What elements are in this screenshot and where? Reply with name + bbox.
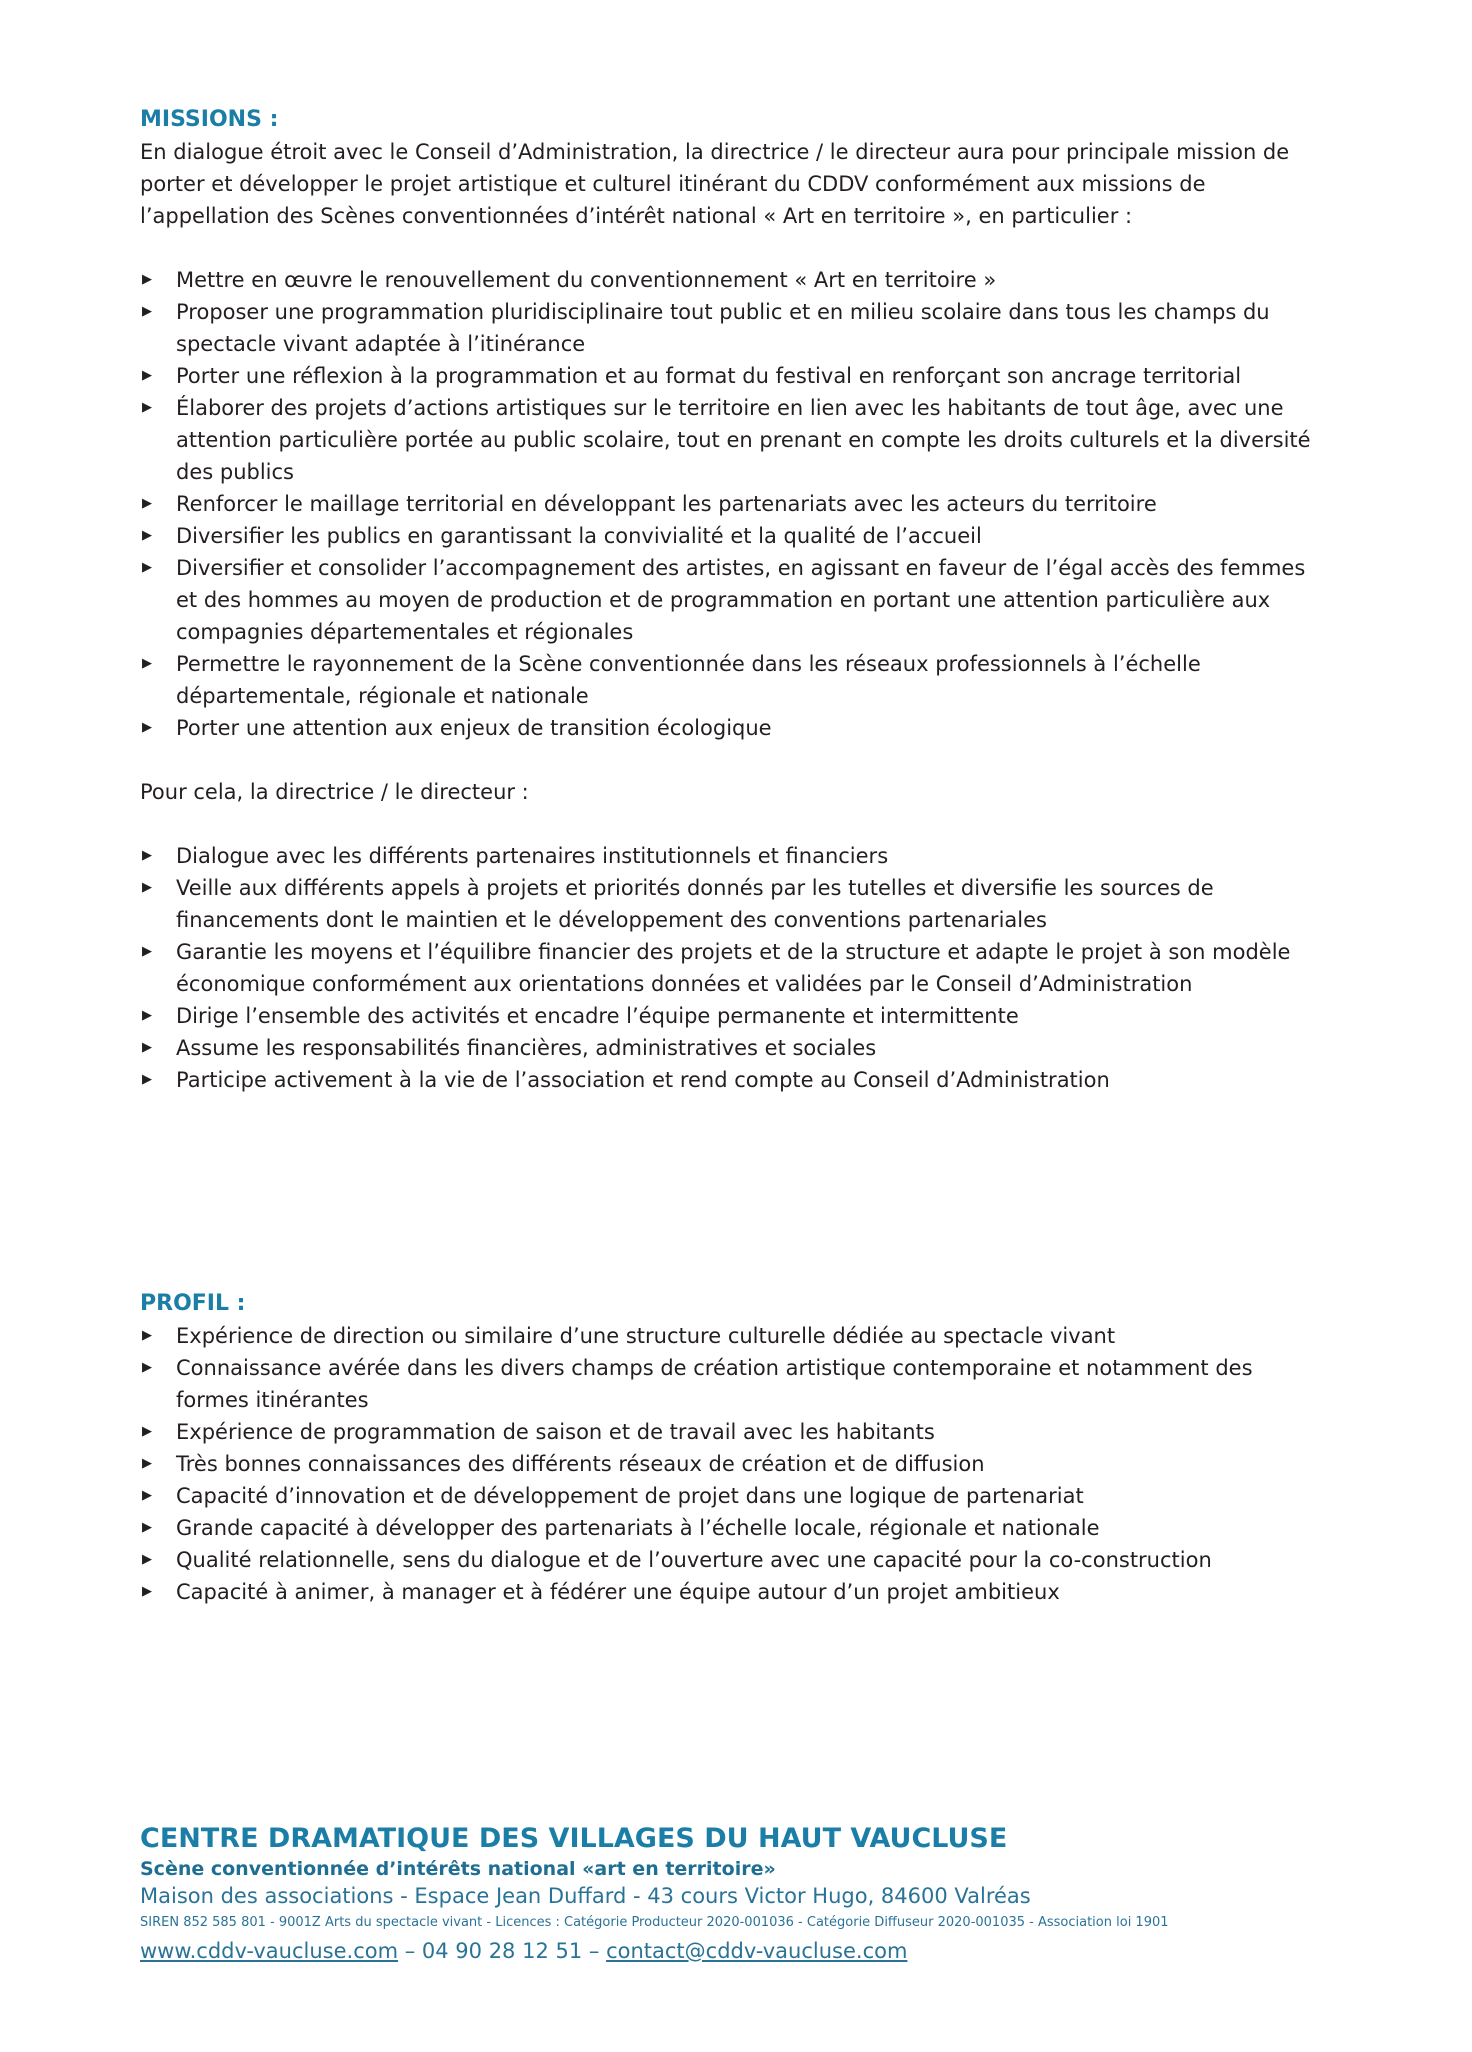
list-item [140,1064,1330,1096]
profil-list [140,1320,1330,1608]
list-item-text: Capacité d’innovation et de développement de projet dans une logique de partenariat [176,1484,1084,1508]
bullet-triangle-icon: ▶ [142,1520,152,1535]
list-item-text: Dialogue avec les différents partenaires institutionnels et financiers [176,844,889,868]
phone-number: 04 90 28 12 51 [421,1939,583,1963]
list-item-text: Renforcer le maillage territorial en développant les partenariats avec les acteurs du territoire [176,492,1157,516]
list-item-text: Assume les responsabilités financières, administratives et sociales [176,1036,877,1060]
bullet-triangle-icon: ▶ [142,528,152,543]
list-item [140,712,1330,744]
list-item-text: Mettre en œuvre le renouvellement du conventionnement « Art en territoire » [176,268,997,292]
list-item [140,296,1330,360]
website-link[interactable]: www.cddv-vaucluse.com [140,1939,399,1963]
missions-heading: MISSIONS : [140,107,279,132]
bullet-triangle-icon: ▶ [142,560,152,575]
list-item [140,1544,1330,1576]
address: Maison des associations - Espace Jean Duffard - 43 cours Victor Hugo, 84600 Valréas [140,1884,1031,1908]
bullet-triangle-icon: ▶ [142,496,152,511]
bullet-triangle-icon: ▶ [142,1040,152,1055]
list-item [140,264,1330,296]
bullet-triangle-icon: ▶ [142,720,152,735]
separator: – [398,1939,422,1963]
list-item [140,936,1330,1000]
bullet-triangle-icon: ▶ [142,1456,152,1471]
bullet-triangle-icon: ▶ [142,880,152,895]
bullet-triangle-icon: ▶ [142,1360,152,1375]
profil-section [140,1288,1330,1608]
missions-list [140,264,1330,744]
profil-heading: PROFIL : [140,1291,246,1316]
bullet-triangle-icon: ▶ [142,656,152,671]
bullet-triangle-icon: ▶ [142,1552,152,1567]
list-item-text: Capacité à animer, à manager et à fédérer une équipe autour d’un projet ambitieux [176,1580,1060,1604]
list-item [140,1000,1330,1032]
list-item-text: Porter une réflexion à la programmation et au format du festival en renforçant son ancrage territorial [176,364,1242,388]
list-item [140,552,1330,648]
bullet-triangle-icon: ▶ [142,1072,152,1087]
list-item-text: Proposer une programmation pluridisciplinaire tout public et en milieu scolaire dans tous les champs du spectacle vivant adaptée à l’itinérance [176,300,1270,356]
list-item [140,1480,1330,1512]
legal-info: SIREN 852 585 801 - 9001Z Arts du spectacle vivant - Licences : Catégorie Producteur 2020-001036 - Catégorie Diffuseur 2020-001035 - Association loi 1901 [140,1915,1169,1930]
contact-line [140,1936,1169,1966]
bullet-triangle-icon: ▶ [142,848,152,863]
list-item-text: Grande capacité à développer des partenariats à l’échelle locale, régionale et nationale [176,1516,1100,1540]
bullet-triangle-icon: ▶ [142,1424,152,1439]
list-item [140,648,1330,712]
list-item-text: Expérience de direction ou similaire d’une structure culturelle dédiée au spectacle vivant [176,1324,1116,1348]
organization-name: CENTRE DRAMATIQUE DES VILLAGES DU HAUT VAUCLUSE [140,1823,1008,1854]
list-item [140,1512,1330,1544]
bullet-triangle-icon: ▶ [142,272,152,287]
list-item [140,1352,1330,1416]
separator: – [582,1939,607,1963]
list-item-text: Porter une attention aux enjeux de transition écologique [176,716,772,740]
list-item [140,1576,1330,1608]
list-item [140,392,1330,488]
list-item [140,520,1330,552]
bullet-triangle-icon: ▶ [142,1488,152,1503]
bullet-triangle-icon: ▶ [142,368,152,383]
list-item-text: Connaissance avérée dans les divers champs de création artistique contemporaine et notamment des formes itinérantes [176,1356,1253,1412]
list-item-text: Diversifier et consolider l’accompagnement des artistes, en agissant en faveur de l’égal accès des femmes et des hommes au moyen de production et de programmation en portant une attention particulière aux compagnies départementales et régionales [176,556,1306,644]
pour-cela-text: Pour cela, la directrice / le directeur : [140,780,529,804]
list-item-text: Garantie les moyens et l’équilibre financier des projets et de la structure et adapte le projet à son modèle économique conformément aux orientations données et validées par le Conseil d’Administration [176,940,1291,996]
list-item [140,1320,1330,1352]
list-item [140,1416,1330,1448]
bullet-triangle-icon: ▶ [142,944,152,959]
list-item-text: Élaborer des projets d’actions artistiques sur le territoire en lien avec les habitants de tout âge, avec une attention particulière portée au public scolaire, tout en prenant en compte les droits culturels et la diversité des publics [176,396,1311,484]
list-item [140,488,1330,520]
list-item [140,840,1330,872]
list-item [140,360,1330,392]
missions-intro: En dialogue étroit avec le Conseil d’Administration, la directrice / le directeur aura pour principale mission de porter et développer le projet artistique et culturel itinérant du CDDV conformément aux missions de l’appellation des Scènes conventionnées d’intérêt national « Art en territoire », en particulier : [140,140,1290,228]
bullet-triangle-icon: ▶ [142,1584,152,1599]
bullet-triangle-icon: ▶ [142,1008,152,1023]
list-item-text: Veille aux différents appels à projets et priorités donnés par les tutelles et diversifie les sources de financements dont le maintien et le développement des conventions partenariales [176,876,1214,932]
list-item-text: Dirige l’ensemble des activités et encadre l’équipe permanente et intermittente [176,1004,1019,1028]
list-item [140,1032,1330,1064]
list-item-text: Diversifier les publics en garantissant la convivialité et la qualité de l’accueil [176,524,982,548]
missions-section [140,104,1330,1096]
bullet-triangle-icon: ▶ [142,304,152,319]
footer [140,1822,1169,1966]
list-item-text: Participe activement à la vie de l’association et rend compte au Conseil d’Administration [176,1068,1110,1092]
organization-subtitle: Scène conventionnée d’intérêts national «art en territoire» [140,1858,776,1880]
email-link[interactable]: contact@cddv-vaucluse.com [606,1939,908,1963]
list-item [140,872,1330,936]
bullet-triangle-icon: ▶ [142,400,152,415]
bullet-triangle-icon: ▶ [142,1328,152,1343]
list-item-text: Expérience de programmation de saison et de travail avec les habitants [176,1420,935,1444]
list-item-text: Très bonnes connaissances des différents réseaux de création et de diffusion [176,1452,985,1476]
list-item-text: Permettre le rayonnement de la Scène conventionnée dans les réseaux professionnels à l’échelle départementale, régionale et nationale [176,652,1201,708]
list-item-text: Qualité relationnelle, sens du dialogue et de l’ouverture avec une capacité pour la co-construction [176,1548,1212,1572]
director-tasks-list [140,840,1330,1096]
list-item [140,1448,1330,1480]
